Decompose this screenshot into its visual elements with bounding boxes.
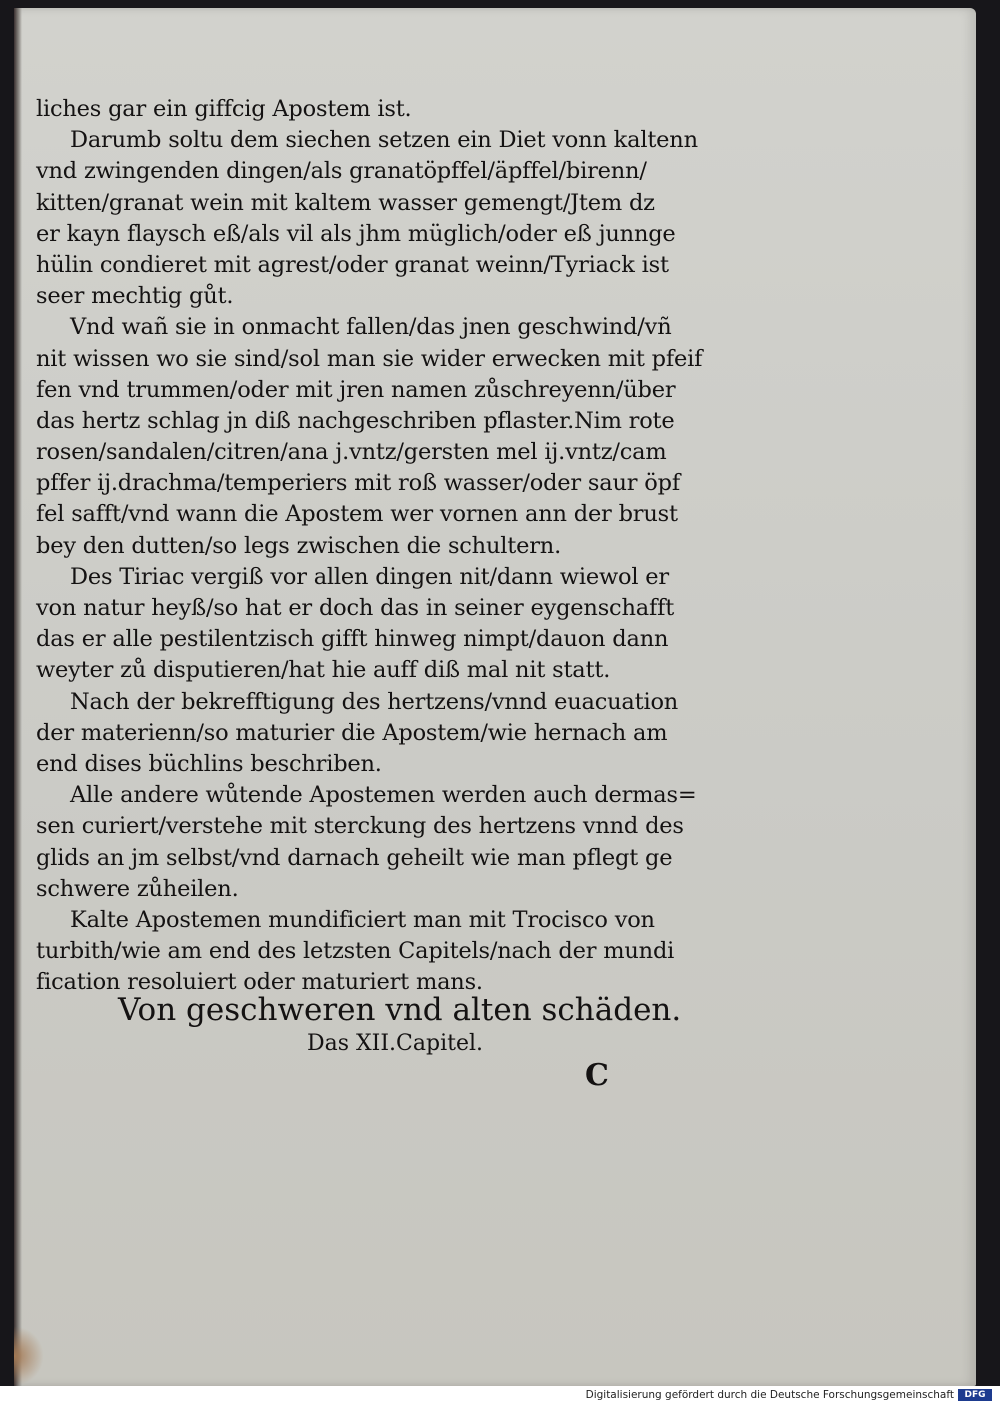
text-line: fen vnd trummen/oder mit jren namen zůschreyenn/über <box>36 376 676 403</box>
text-line: kitten/granat wein mit kaltem wasser gemengt/Jtem dz <box>36 189 655 216</box>
text-line: hülin condieret mit agrest/oder granat weinn/Tyriack ist <box>36 251 669 278</box>
text-line: nit wissen wo sie sind/sol man sie wider erwecken mit pfeif <box>36 345 703 372</box>
text-line: vnd zwingenden dingen/als granatöpffel/äpffel/birenn/ <box>36 158 647 185</box>
text-line: Des Tiriac vergiß vor allen dingen nit/dann wiewol er <box>70 563 669 590</box>
text-line: er kayn flaysch eß/als vil als jhm müglich/oder eß junnge <box>36 220 676 247</box>
text-line: seer mechtig gůt. <box>36 283 234 310</box>
dfg-logo: DFG <box>958 1389 992 1401</box>
funding-credit: Digitalisierung gefördert durch die Deutsche Forschungsgemeinschaft <box>585 1389 954 1401</box>
text-line: liches gar ein giffcig Apostem ist. <box>36 96 412 122</box>
text-line: pffer ij.drachma/temperiers mit roß wasser/oder saur öpf <box>36 470 680 497</box>
text-line: Alle andere wůtende Apostemen werden auch dermas= <box>70 782 697 809</box>
catchword: C <box>585 1058 609 1093</box>
page-stain <box>14 1326 44 1386</box>
text-line: rosen/sandalen/citren/ana j.vntz/gersten mel ij.vntz/cam <box>36 439 667 466</box>
text-line: der materienn/so maturier die Apostem/wie hernach am <box>36 719 668 746</box>
text-line: fel safft/vnd wann die Apostem wer vornen ann der brust <box>36 501 678 528</box>
text-line: weyter zů disputieren/hat hie auff diß mal nit statt. <box>36 657 611 684</box>
text-line: sen curiert/verstehe mit sterckung des hertzens vnnd des <box>36 813 684 840</box>
text-line: das hertz schlag jn diß nachgeschriben pflaster.Nim rote <box>36 407 675 434</box>
page-binding-edge <box>14 8 22 1386</box>
body-text <box>36 94 704 998</box>
text-line: Darumb soltu dem siechen setzen ein Diet vonn kaltenn <box>70 127 698 154</box>
text-line: end dises büchlins beschriben. <box>36 750 382 777</box>
text-line: Vnd wañ sie in onmacht fallen/das jnen geschwind/vñ <box>70 314 672 341</box>
chapter-heading: Von geschweren vnd alten schäden. <box>118 992 682 1028</box>
text-line: glids an jm selbst/vnd darnach geheilt wie man pflegt ge <box>36 844 673 871</box>
text-line: das er alle pestilentzisch gifft hinweg nimpt/dauon dann <box>36 626 669 653</box>
text-line: fication resoluiert oder maturiert mans. <box>36 969 483 996</box>
text-line: von natur heyß/so hat er doch das in seiner eygenschafft <box>36 595 675 621</box>
text-line: schwere zůheilen. <box>36 875 239 902</box>
text-line: turbith/wie am end des letzsten Capitels/nach der mundi <box>36 938 675 965</box>
text-line: Nach der bekrefftigung des hertzens/vnnd euacuation <box>70 688 679 715</box>
text-line: bey den dutten/so legs zwischen die schultern. <box>36 532 562 559</box>
text-line: Kalte Apostemen mundificiert man mit Trocisco von <box>70 906 655 933</box>
chapter-number: Das XII.Capitel. <box>306 1031 484 1056</box>
